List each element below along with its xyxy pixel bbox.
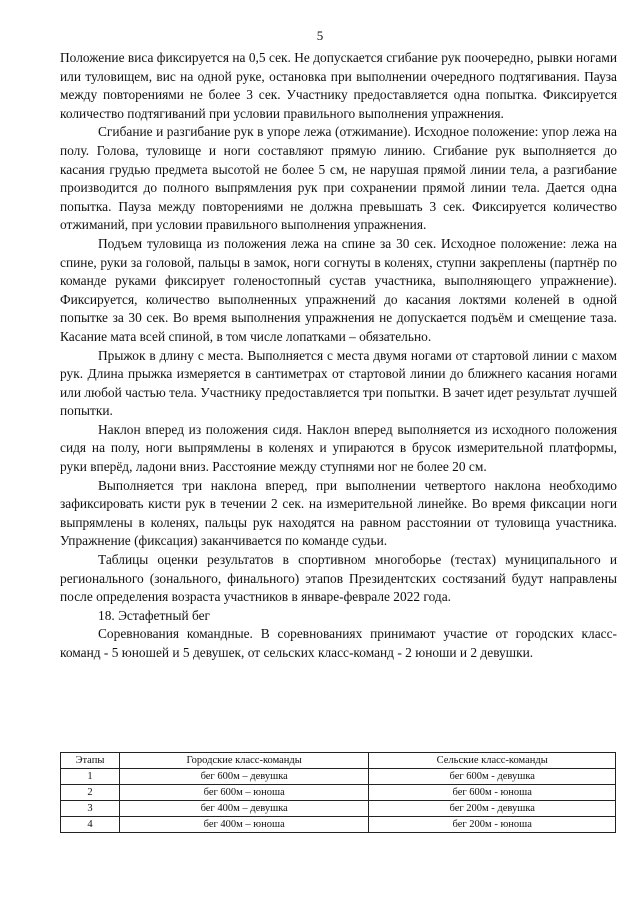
city-cell: бег 600м – юноша <box>119 785 369 801</box>
section-heading-relay: 18. Эстафетный бег <box>98 607 211 623</box>
stage-cell: 2 <box>61 785 120 801</box>
rural-cell: бег 600м - юноша <box>369 785 616 801</box>
relay-stages-table <box>60 752 616 833</box>
city-cell: бег 600м – девушка <box>119 769 369 785</box>
header-rural-teams: Сельские класс-команды <box>369 753 616 769</box>
header-city-teams: Городские класс-команды <box>119 753 369 769</box>
city-cell: бег 400м – девушка <box>119 801 369 817</box>
paragraph-situps: Подъем туловища из положения лежа на спине за 30 сек. Исходное положение: лежа на спине, руки за головой, пальцы в замок, ноги согнуты в коленях, ступни закреплены (партнёр по команде руками фиксирует голеностопный сустав участника, выполняющего упражнение). Фиксируется, количество выполненных упражнений до касания локтями коленей в одной попытке за 30 сек. Во время выполнения упражнения не допускается подъём и смещение таза. Касание мата всей спиной, в том числе лопатками – обязательно. <box>60 235 617 344</box>
table-row <box>61 817 616 833</box>
table-row <box>61 769 616 785</box>
stage-cell: 1 <box>61 769 120 785</box>
header-stages: Этапы <box>61 753 120 769</box>
page-number: 5 <box>316 28 324 43</box>
body-text <box>60 49 617 663</box>
rural-cell: бег 200м - девушка <box>369 801 616 817</box>
paragraph-forward-bend-fixation: Выполняется три наклона вперед, при выполнении четвертого наклона необходимо зафиксировать кисти рук в течении 2 сек. на измерительной линейке. Во время фиксации ноги выпрямлены в коленях, пальцы рук находятся на равном расстоянии от туловища участника. Упражнение (фиксация) заканчивается по команде судьи. <box>60 477 617 549</box>
paragraph-long-jump: Прыжок в длину с места. Выполняется с места двумя ногами от стартовой линии с махом рук. Длина прыжка измеряется в сантиметрах от стартовой линии до ближнего касания ногами или любой частью тела. Участнику предоставляется три попытки. В зачет идет результат лучшей попытки. <box>60 347 617 419</box>
table-row <box>61 785 616 801</box>
paragraph-relay-teams: Соревнования командные. В соревнованиях принимают участие от городских класс-команд - 5 юношей и 5 девушек, от сельских класс-команд - 2 юноши и 2 девушки. <box>60 626 617 660</box>
paragraph-pushups: Сгибание и разгибание рук в упоре лежа (отжимание). Исходное положение: упор лежа на полу. Голова, туловище и ноги составляют прямую линию. Сгибание рук выполняется до касания грудью предмета высотой не более 5 см, не нарушая прямой линии тела, а разгибание производится до полного выпрямления рук при сохранении прямой линии тела. Дается одна попытка. Пауза между повторениями не должна превышать 3 сек. Фиксируется количество отжиманий, при условии правильного выполнения упражнения. <box>60 124 617 233</box>
table-row <box>61 801 616 817</box>
table-header-row <box>61 753 616 769</box>
stage-cell: 4 <box>61 817 120 833</box>
stage-cell: 3 <box>61 801 120 817</box>
paragraph-pullup-rules: Положение виса фиксируется на 0,5 сек. Не допускается сгибание рук поочередно, рывки ногами или туловищем, вис на одной руке, остановка при выполнении очередного подтягивания. Пауза между повторениями не более 3 сек. Участнику предоставляется одна попытка. Фиксируется количество подтягиваний при условии правильного выполнения упражнения. <box>60 50 617 121</box>
paragraph-forward-bend: Наклон вперед из положения сидя. Наклон вперед выполняется из исходного положения сидя на полу, ноги выпрямлены в коленях и упираются в брусок измерительной платформы, руки вперёд, ладони вниз. Расстояние между ступнями ног не более 20 см. <box>60 421 617 475</box>
paragraph-score-tables: Таблицы оценки результатов в спортивном многоборье (тестах) муниципального и регионального (зонального, финального) этапов Президентских состязаний будут направлены после определения возраста участников в январе-феврале 2022 года. <box>60 552 617 605</box>
rural-cell: бег 600м - девушка <box>369 769 616 785</box>
rural-cell: бег 200м - юноша <box>369 817 616 833</box>
city-cell: бег 400м – юноша <box>119 817 369 833</box>
